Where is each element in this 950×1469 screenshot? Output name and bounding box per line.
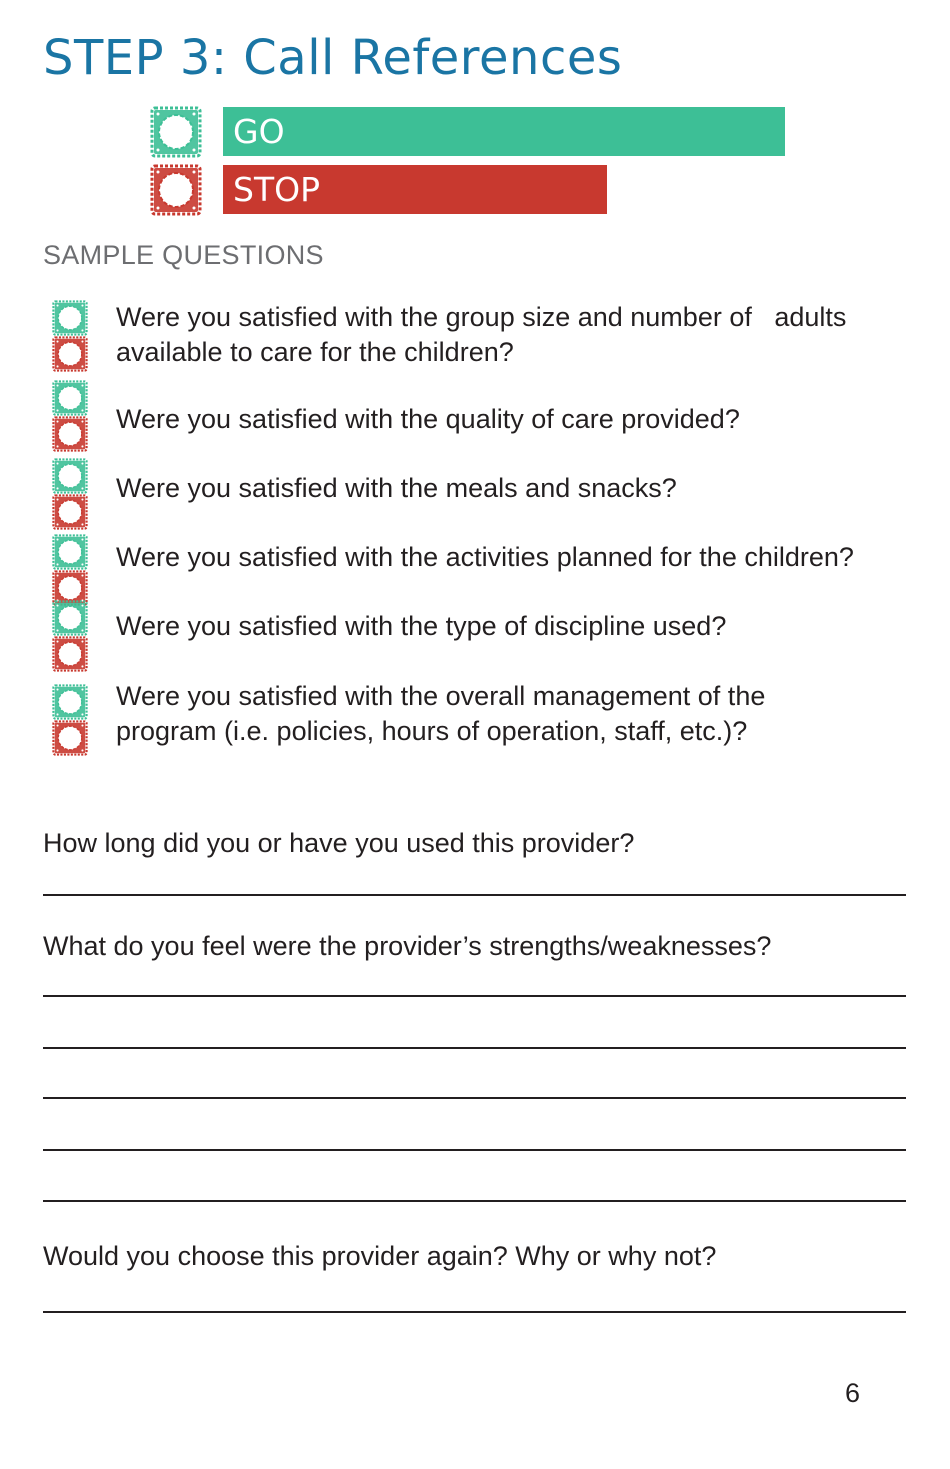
- question-text: Were you satisfied with the type of discipline used?: [116, 611, 727, 641]
- question-text: Were you satisfied with the quality of care provided?: [116, 404, 740, 434]
- stop-bar: STOP: [223, 165, 607, 214]
- question-text: Were you satisfied with the group size and number of adults available to care for the children?: [116, 302, 847, 367]
- go-checkbox-icon[interactable]: [52, 684, 88, 720]
- question-text: Were you satisfied with the activities planned for the children?: [116, 542, 854, 572]
- answer-line[interactable]: [43, 1097, 906, 1099]
- prompt-choose-again: Would you choose this provider again? Why or why not?: [43, 1241, 717, 1271]
- go-bar: GO: [223, 107, 785, 156]
- prompt-duration: How long did you or have you used this provider?: [43, 828, 635, 858]
- stop-light-icon: [150, 164, 202, 216]
- section-label: SAMPLE QUESTIONS: [43, 240, 324, 270]
- page-title: STEP 3: Call References: [43, 30, 623, 86]
- go-checkbox-icon[interactable]: [52, 534, 88, 570]
- page-number: 6: [845, 1378, 861, 1408]
- go-checkbox-icon[interactable]: [52, 300, 88, 336]
- answer-line[interactable]: [43, 1149, 906, 1151]
- answer-line[interactable]: [43, 1200, 906, 1202]
- answer-line[interactable]: [43, 894, 906, 896]
- answer-line[interactable]: [43, 1047, 906, 1049]
- stop-checkbox-icon[interactable]: [52, 636, 88, 672]
- stop-checkbox-icon[interactable]: [52, 720, 88, 756]
- go-checkbox-icon[interactable]: [52, 600, 88, 636]
- answer-line[interactable]: [43, 1311, 906, 1313]
- stop-checkbox-icon[interactable]: [52, 416, 88, 452]
- answer-line[interactable]: [43, 995, 906, 997]
- go-checkbox-icon[interactable]: [52, 380, 88, 416]
- go-checkbox-icon[interactable]: [52, 458, 88, 494]
- go-light-icon: [150, 106, 202, 158]
- question-text: Were you satisfied with the meals and snacks?: [116, 473, 677, 503]
- prompt-strengths: What do you feel were the provider’s strengths/weaknesses?: [43, 931, 772, 961]
- stop-checkbox-icon[interactable]: [52, 336, 88, 372]
- stop-checkbox-icon[interactable]: [52, 494, 88, 530]
- question-text: Were you satisfied with the overall management of the program (i.e. policies, hours of operation, staff, etc.)?: [116, 681, 766, 746]
